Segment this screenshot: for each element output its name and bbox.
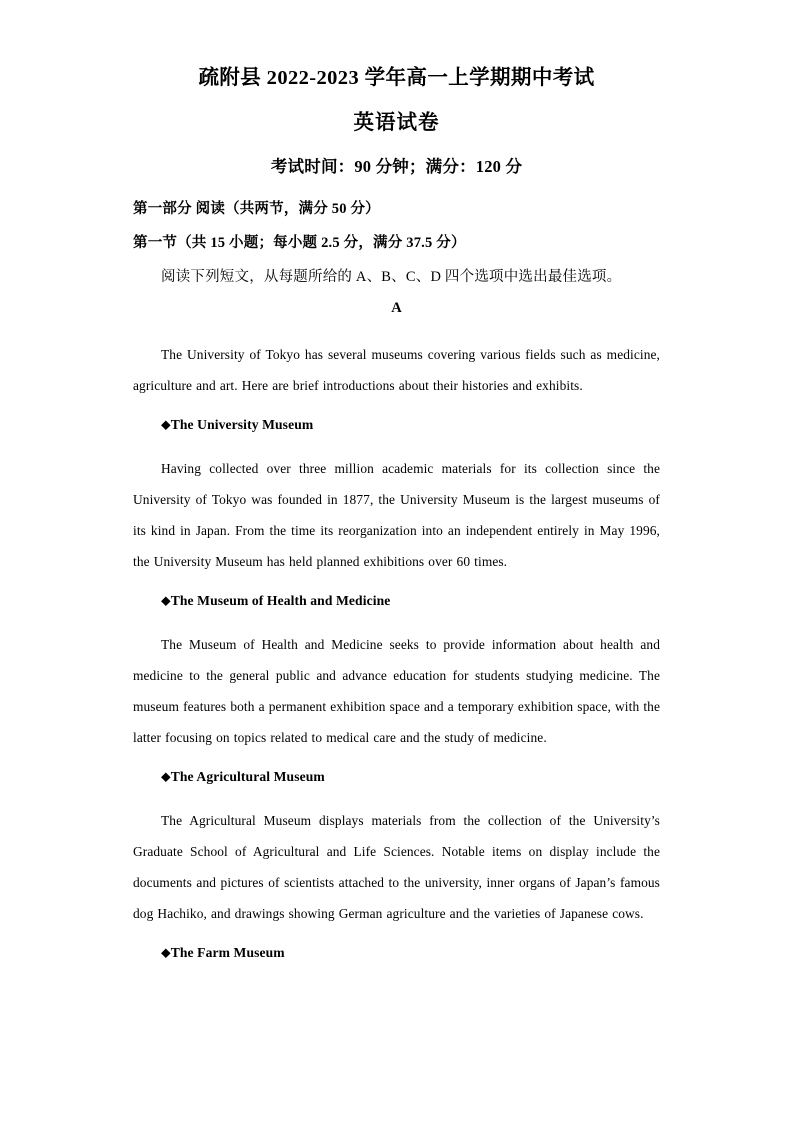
section-one-heading: 第一节（共 15 小题；每小题 2.5 分，满分 37.5 分） [133, 235, 466, 252]
museum-item-heading [133, 753, 660, 788]
museum-item-paragraph: The Museum of Health and Medicine seeks to provide information about health and medicine to the general public and advance education for students studying medicine. The museum features both a permanent exhibition space and a temporary exhibition space, with the latter focusing on topics related to medical care and the study of medicine. [133, 636, 660, 745]
diamond-bullet-icon: ◆ [161, 593, 171, 608]
part-one-heading: 第一部分 阅读（共两节，满分 50 分） [133, 200, 380, 217]
museum-item-heading-label: The Museum of Health and Medicine [170, 592, 391, 608]
diamond-bullet-icon: ◆ [161, 945, 171, 960]
diamond-bullet-icon: ◆ [161, 769, 171, 784]
museum-item-heading-label: The University Museum [170, 416, 314, 432]
museum-item-heading-label: The Farm Museum [170, 944, 285, 960]
page-subtitle: 英语试卷 [353, 111, 440, 134]
passage-letter-a: A [391, 300, 402, 317]
page-title: 疏附县 2022-2023 学年高一上学期期中考试 [198, 67, 595, 89]
museum-item-heading [133, 577, 660, 612]
museum-item-paragraph: The Agricultural Museum displays materials from the collection of the University’s Graduate School of Agricultural and Life Sciences. Notable items on display include the documents and pictures of scientists attached to the university, inner organs of Japan’s famous dog Hachiko, and drawings showing German agriculture and the varieties of Japanese cows. [133, 812, 660, 921]
exam-info-line: 考试时间：90 分钟；满分：120 分 [270, 157, 523, 177]
museum-item-heading-label: The Agricultural Museum [170, 768, 325, 784]
museum-item-paragraph: Having collected over three million academic materials for its collection since the University of Tokyo was founded in 1877, the University Museum is the largest museums of its kind in Japan. From the time its reorganization into an independent entirely in May 1996, the University Museum has held planned exhibitions over 60 times. [133, 460, 660, 569]
passage-intro-paragraph: The University of Tokyo has several museums covering various fields such as medicine, agriculture and art. Here are brief introductions about their histories and exhibits. [133, 346, 660, 393]
museum-item-heading [133, 401, 660, 436]
diamond-bullet-icon: ◆ [161, 417, 171, 432]
museum-item-heading [133, 929, 660, 964]
reading-instruction: 阅读下列短文，从每题所给的 A、B、C、D 四个选项中选出最佳选项。 [161, 268, 622, 285]
